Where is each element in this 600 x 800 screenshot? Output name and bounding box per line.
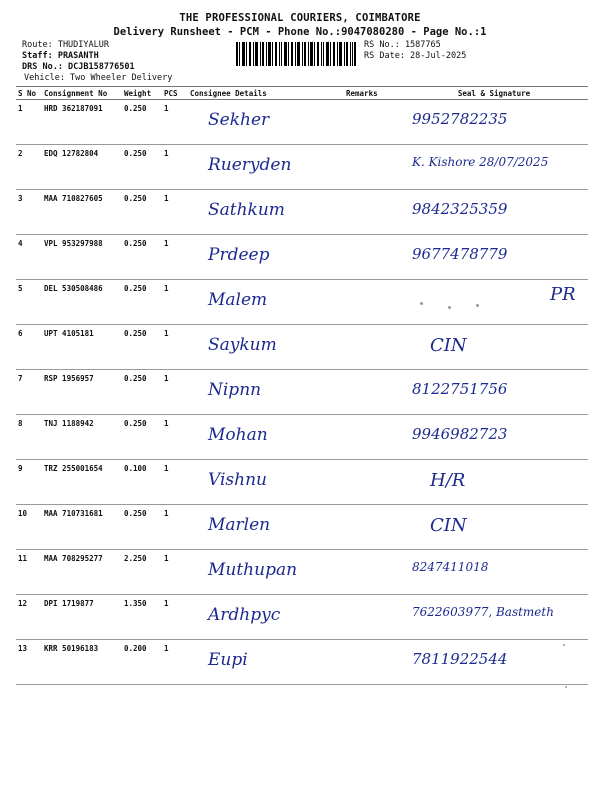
consignment-cell: TRZ 255001654 <box>42 460 122 505</box>
sno-cell: 2 <box>16 145 42 190</box>
table-row <box>16 100 588 145</box>
table-row <box>16 415 588 460</box>
consignment-cell: MAA 708295277 <box>42 550 122 595</box>
handwritten-consignee: Marlen <box>208 515 271 535</box>
remarks-cell <box>344 640 400 685</box>
rs-date: RS Date: 28-Jul-2025 <box>364 51 467 61</box>
header-sno: S No <box>16 87 42 100</box>
consignment-cell: RSP 1956957 <box>42 370 122 415</box>
sno-cell: 5 <box>16 280 42 325</box>
company-name: THE PROFESSIONAL COURIERS, COIMBATORE <box>179 12 421 24</box>
weight-cell: 0.250 <box>122 100 162 145</box>
table-row <box>16 145 588 190</box>
remarks-cell <box>344 235 400 280</box>
consignment-cell: HRD 362187091 <box>42 100 122 145</box>
consignment-cell: KRR 50196183 <box>42 640 122 685</box>
signature-cell <box>400 370 588 415</box>
table-row <box>16 595 588 640</box>
sno-cell: 8 <box>16 415 42 460</box>
consignee-cell <box>188 460 344 505</box>
remarks-cell <box>344 595 400 640</box>
runsheet-meta-left <box>22 40 135 73</box>
remarks-cell <box>344 325 400 370</box>
sno-cell: 11 <box>16 550 42 595</box>
handwritten-signature: 8122751756 <box>412 380 508 398</box>
consignee-cell <box>188 325 344 370</box>
signature-cell <box>400 640 588 685</box>
sno-cell: 9 <box>16 460 42 505</box>
remarks-cell <box>344 550 400 595</box>
handwritten-signature: CIN <box>430 335 467 356</box>
handwritten-consignee: Sekher <box>208 110 270 130</box>
pcs-cell: 1 <box>162 595 188 640</box>
handwritten-signature: 8247411018 <box>412 560 489 574</box>
ink-speck <box>476 304 479 307</box>
table-row <box>16 190 588 235</box>
consignee-cell <box>188 145 344 190</box>
sno-cell: 1 <box>16 100 42 145</box>
signature-cell <box>400 325 588 370</box>
pcs-cell: 1 <box>162 190 188 235</box>
consignee-cell <box>188 550 344 595</box>
table-row <box>16 550 588 595</box>
header-weight: Weight <box>122 87 162 100</box>
header-consignment-no: Consignment No <box>42 87 122 100</box>
sno-cell: 7 <box>16 370 42 415</box>
handwritten-consignee: Ardhpyc <box>208 605 281 625</box>
signature-cell <box>400 145 588 190</box>
signature-cell <box>400 505 588 550</box>
handwritten-signature: 9946982723 <box>412 425 508 443</box>
signature-cell <box>400 235 588 280</box>
page-speck <box>563 644 565 646</box>
staff-text: Staff: PRASANTH <box>22 51 99 61</box>
weight-cell: 0.250 <box>122 190 162 235</box>
rs-number: RS No.: 1587765 <box>364 40 441 50</box>
drs-number: DRS No.: DCJB158776501 <box>22 62 135 72</box>
table-header-row <box>16 87 588 100</box>
table-row <box>16 460 588 505</box>
pcs-cell: 1 <box>162 280 188 325</box>
remarks-cell <box>344 505 400 550</box>
weight-cell: 0.250 <box>122 280 162 325</box>
consignee-cell <box>188 595 344 640</box>
handwritten-signature: 9952782235 <box>412 110 508 128</box>
route-text: Route: THUDIYALUR <box>22 40 109 50</box>
remarks-cell <box>344 415 400 460</box>
consignment-cell: MAA 710827605 <box>42 190 122 235</box>
weight-cell: 2.250 <box>122 550 162 595</box>
handwritten-signature: 9842325359 <box>412 200 508 218</box>
pcs-cell: 1 <box>162 325 188 370</box>
consignee-cell <box>188 235 344 280</box>
page-speck <box>565 686 567 688</box>
consignment-cell: UPT 4105181 <box>42 325 122 370</box>
sno-cell: 12 <box>16 595 42 640</box>
runsheet-subtitle: Delivery Runsheet - PCM - Phone No.:9047080280 - Page No.:1 <box>113 26 487 38</box>
consignment-cell: MAA 710731681 <box>42 505 122 550</box>
runsheet-meta-right <box>364 40 466 62</box>
vehicle-text: Vehicle: Two Wheeler Delivery <box>24 73 173 83</box>
pcs-cell: 1 <box>162 505 188 550</box>
pcs-cell: 1 <box>162 235 188 280</box>
weight-cell: 0.250 <box>122 415 162 460</box>
remarks-cell <box>344 190 400 235</box>
header-seal-signature: Seal & Signature <box>400 87 588 100</box>
handwritten-consignee: Rueryden <box>208 155 292 175</box>
sno-cell: 10 <box>16 505 42 550</box>
signature-cell <box>400 550 588 595</box>
handwritten-signature: H/R <box>430 470 466 491</box>
consignment-cell: DPI 1719877 <box>42 595 122 640</box>
runsheet-table <box>16 86 588 685</box>
handwritten-consignee: Mohan <box>208 425 268 445</box>
handwritten-consignee: Prdeep <box>208 245 270 265</box>
ink-speck <box>448 306 451 309</box>
pcs-cell: 1 <box>162 370 188 415</box>
consignment-cell: DEL 530508486 <box>42 280 122 325</box>
ink-speck <box>420 302 423 305</box>
weight-cell: 0.250 <box>122 370 162 415</box>
consignment-cell: TNJ 1188942 <box>42 415 122 460</box>
handwritten-signature: 7622603977, Bastmeth <box>412 605 554 619</box>
table-row <box>16 370 588 415</box>
handwritten-signature: PR <box>550 284 576 305</box>
consignment-cell: EDQ 12782804 <box>42 145 122 190</box>
handwritten-consignee: Eupi <box>208 650 248 670</box>
consignment-cell: VPL 953297988 <box>42 235 122 280</box>
weight-cell: 0.200 <box>122 640 162 685</box>
weight-cell: 0.250 <box>122 235 162 280</box>
sno-cell: 4 <box>16 235 42 280</box>
pcs-cell: 1 <box>162 460 188 505</box>
table-row <box>16 640 588 685</box>
weight-cell: 0.100 <box>122 460 162 505</box>
header-consignee-details: Consignee Details <box>188 87 344 100</box>
handwritten-signature: 9677478779 <box>412 245 508 263</box>
consignee-cell <box>188 370 344 415</box>
sno-cell: 13 <box>16 640 42 685</box>
header-remarks: Remarks <box>344 87 400 100</box>
consignee-cell <box>188 415 344 460</box>
remarks-cell <box>344 280 400 325</box>
handwritten-consignee: Vishnu <box>208 470 267 490</box>
pcs-cell: 1 <box>162 550 188 595</box>
consignee-cell <box>188 640 344 685</box>
table-row <box>16 505 588 550</box>
handwritten-consignee: Muthupan <box>208 560 298 580</box>
signature-cell <box>400 190 588 235</box>
handwritten-consignee: Saykum <box>208 335 277 355</box>
handwritten-signature: CIN <box>430 515 467 536</box>
table-row <box>16 280 588 325</box>
sno-cell: 3 <box>16 190 42 235</box>
signature-cell <box>400 415 588 460</box>
remarks-cell <box>344 460 400 505</box>
remarks-cell <box>344 100 400 145</box>
handwritten-consignee: Sathkum <box>208 200 285 220</box>
weight-cell: 1.350 <box>122 595 162 640</box>
table-row <box>16 235 588 280</box>
consignee-cell <box>188 190 344 235</box>
weight-cell: 0.250 <box>122 145 162 190</box>
pcs-cell: 1 <box>162 640 188 685</box>
handwritten-consignee: Nipnn <box>208 380 262 400</box>
consignee-cell <box>188 280 344 325</box>
barcode <box>236 42 356 66</box>
pcs-cell: 1 <box>162 145 188 190</box>
signature-cell <box>400 595 588 640</box>
weight-cell: 0.250 <box>122 325 162 370</box>
handwritten-consignee: Malem <box>208 290 268 310</box>
weight-cell: 0.250 <box>122 505 162 550</box>
handwritten-signature: 7811922544 <box>412 650 508 668</box>
signature-cell <box>400 460 588 505</box>
remarks-cell <box>344 145 400 190</box>
handwritten-signature: K. Kishore 28/07/2025 <box>412 155 549 169</box>
table-row <box>16 325 588 370</box>
signature-cell <box>400 100 588 145</box>
pcs-cell: 1 <box>162 415 188 460</box>
header-pcs: PCS <box>162 87 188 100</box>
document-header <box>0 12 600 38</box>
sno-cell: 6 <box>16 325 42 370</box>
consignee-cell <box>188 505 344 550</box>
remarks-cell <box>344 370 400 415</box>
consignee-cell <box>188 100 344 145</box>
signature-cell <box>400 280 588 325</box>
pcs-cell: 1 <box>162 100 188 145</box>
